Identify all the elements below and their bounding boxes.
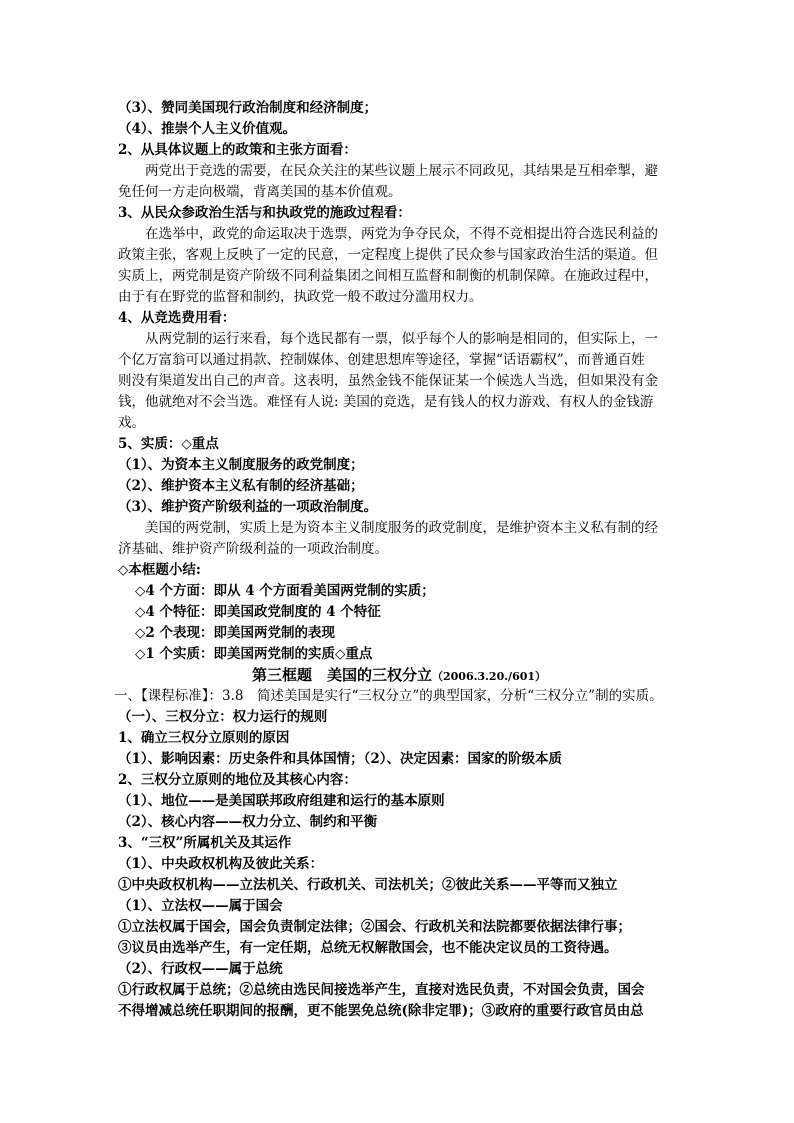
list-item: ①中央政权机构——立法机关、行政机关、司法机关；②彼此关系——平等而又独立 [118,877,618,893]
section-heading: 3、“三权”所属机关及其运作 [118,835,292,851]
paragraph-line: 政策主张，客观上反映了一定的民意，一定程度上提供了民众参与国家政治生活的渠道。但 [118,247,658,263]
paragraph-line: 由于有在野党的监督和制约，执政党一般不敢过分滥用权力。 [118,289,483,305]
section-heading: 2、从具体议题上的政策和主张方面看： [118,142,357,158]
section-heading: 1、确立三权分立原则的原因 [118,730,290,746]
list-item: ①行政权属于总统；②总统由选民间接选举产生，直接对选民负责，不对国会负责，国会 [118,982,645,998]
paragraph-line: 两党出于竞选的需要，在民众关注的某些议题上展示不同政见，其结果是互相牵掣，避 [145,163,658,179]
list-item: ◇2 个表现：即美国两党制的表现 [135,625,335,641]
list-item: （1）、中央政权机构及彼此关系： [118,856,324,872]
section-heading: 5、实质：◇重点 [118,436,219,452]
list-item: （1）、为资本主义制度服务的政党制度； [118,457,364,473]
list-item: （1）、地位——是美国联邦政府组建和运行的基本原则 [118,793,445,809]
list-item: ①立法权属于国会，国会负责制定法律；②国会、行政机关和法院都要依据法律行事； [118,919,631,935]
list-item: （4）、推崇个人主义价值观。 [118,121,297,137]
list-item: ◇4 个特征：即美国政党制度的 4 个特征 [135,604,381,620]
paragraph-line: 免任何一方走向极端，背离美国的基本价值观。 [118,184,402,200]
section-heading: ◇本框题小结: [118,562,201,578]
paragraph-line: 实质上，两党制是资产阶级不同利益集团之间相互监督和制衡的机制保障。在施政过程中， [118,268,658,284]
list-item: （3）、维护资产阶级利益的一项政治制度。 [118,499,378,515]
list-item: ◇4 个方面：即从 4 个方面看美国两党制的实质； [135,583,435,599]
chapter-title [118,665,680,687]
paragraph-line: 则没有渠道发出自己的声音。这表明，虽然金钱不能保证某一个候选人当选，但如果没有金 [118,373,658,389]
section-heading: （一）、三权分立：权力运行的规则 [118,709,328,725]
paragraph-line: 在选举中，政党的命运取决于选票，两党为争夺民众，不得不竞相提出符合选民利益的 [145,226,658,242]
paragraph-line: 一、【课程标准】：3.8 简述美国是实行“三权分立”的典型国家，分析“三权分立”制的实质。 [114,688,663,704]
list-item: （3）、赞同美国现行政治制度和经济制度； [118,100,378,116]
list-item: （1）、影响因素：历史条件和具体国情；（2）、决定因素：国家的阶级本质 [118,751,563,767]
section-heading: 2、三权分立原则的地位及其核心内容： [118,772,357,788]
list-item: ◇1 个实质：即美国两党制的实质◇重点 [135,646,373,662]
paragraph-line: 从两党制的运行来看，每个选民都有一票，似乎每个人的影响是相同的，但实际上，一 [145,331,658,347]
list-item: （2）、维护资本主义私有制的经济基础； [118,478,364,494]
list-item: （1）、立法权——属于国会 [118,898,283,914]
list-item: （2）、核心内容——权力分立、制约和平衡 [118,814,378,830]
list-item: 不得增减总统任职期间的报酬，更不能罢免总统(除非定罪)；③政府的重要行政官员由总 [118,1003,644,1019]
paragraph-line: 钱，他就绝对不会当选。难怪有人说: 美国的竞选，是有钱人的权力游戏、有权人的金钱游 [118,394,654,410]
section-heading: 4、从竞选费用看： [118,310,236,326]
list-item: （2）、行政权——属于总统 [118,961,283,977]
paragraph-line: 济基础、维护资产阶级利益的一项政治制度。 [118,541,388,557]
paragraph-line: 美国的两党制，实质上是为资本主义制度服务的政党制度，是维护资本主义私有制的经 [145,520,658,536]
paragraph-line: 戏。 [118,415,145,431]
paragraph-line: 个亿万富翁可以通过捐款、控制媒体、创建思想库等途径，掌握“话语霸权”，而普通百姓 [118,352,645,368]
chapter-title-date: （2006.3.20./601） [431,670,547,683]
section-heading: 3、从民众参政治生活与和执政党的施政过程看： [118,205,411,221]
list-item: ③议员由选举产生，有一定任期，总统无权解散国会，也不能决定议员的工资待遇。 [118,940,618,956]
chapter-title-text: 第三框题 美国的三权分立 [251,666,432,684]
